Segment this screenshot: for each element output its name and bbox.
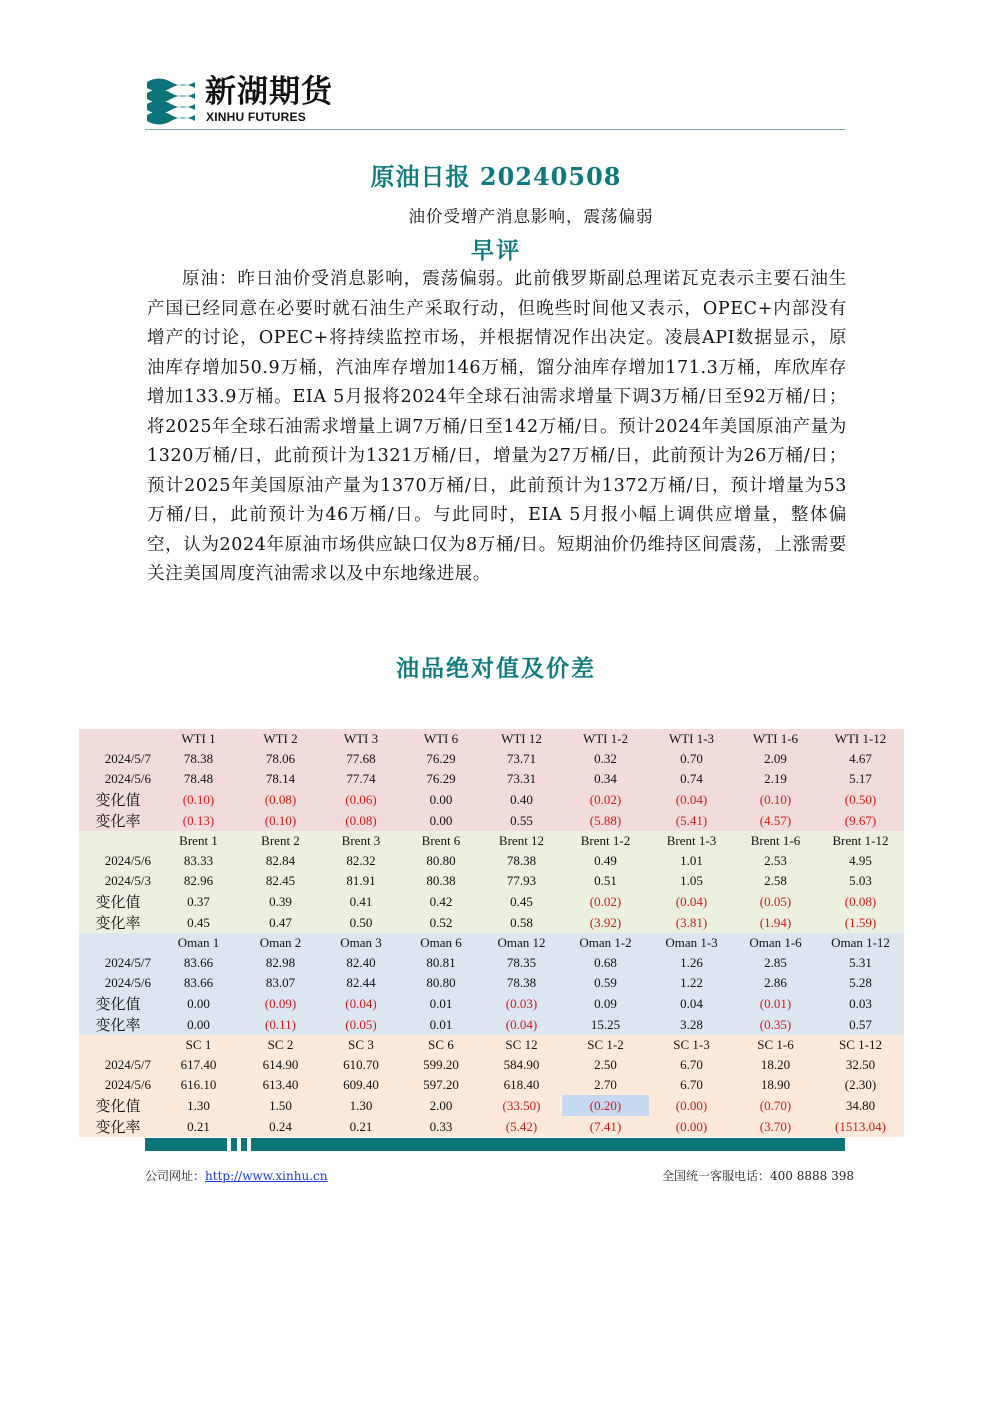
- footer-website-label: 公司网址：: [145, 1169, 206, 1183]
- table-cell: 1.05: [649, 871, 734, 891]
- brent-header-row: [79, 831, 904, 851]
- row-label: 变化率: [79, 1014, 157, 1035]
- table-row: [79, 1075, 904, 1095]
- table-cell: (0.11): [240, 1014, 321, 1035]
- table-cell: 597.20: [401, 1075, 481, 1095]
- table-row: [79, 1014, 904, 1035]
- column-header: Oman 3: [321, 933, 401, 953]
- column-header: Oman 12: [481, 933, 562, 953]
- column-header: SC 6: [401, 1035, 481, 1055]
- column-header: WTI 1-12: [817, 729, 904, 749]
- table-cell: (0.05): [734, 891, 817, 912]
- table-cell: 0.52: [401, 912, 481, 933]
- table-cell: 6.70: [649, 1075, 734, 1095]
- table-cell: 0.50: [321, 912, 401, 933]
- oman-header-row: [79, 933, 904, 953]
- row-label: 变化值: [79, 891, 157, 912]
- table-cell: 83.66: [157, 973, 240, 993]
- table-cell: 0.33: [401, 1116, 481, 1137]
- row-label: 2024/5/6: [79, 851, 157, 871]
- table-cell: 82.98: [240, 953, 321, 973]
- table-cell: 2.86: [734, 973, 817, 993]
- table-cell: (0.10): [157, 789, 240, 810]
- table-cell: (2.30): [817, 1075, 904, 1095]
- table-cell: 5.31: [817, 953, 904, 973]
- table-cell: 77.93: [481, 871, 562, 891]
- table-cell: 614.90: [240, 1055, 321, 1075]
- table-cell: 0.41: [321, 891, 401, 912]
- table-cell: 0.55: [481, 810, 562, 831]
- column-header: SC 12: [481, 1035, 562, 1055]
- table-cell: 82.45: [240, 871, 321, 891]
- table-cell: 1.30: [157, 1095, 240, 1116]
- table-row: [79, 810, 904, 831]
- row-label: 2024/5/6: [79, 769, 157, 789]
- table-cell: 2.09: [734, 749, 817, 769]
- column-header: Brent 12: [481, 831, 562, 851]
- table-cell: (0.05): [321, 1014, 401, 1035]
- table-cell: 73.31: [481, 769, 562, 789]
- footer-bar-segment: [251, 1138, 845, 1151]
- table-cell: 3.28: [649, 1014, 734, 1035]
- table-cell: 32.50: [817, 1055, 904, 1075]
- table-cell: 0.68: [562, 953, 649, 973]
- table-cell: 0.47: [240, 912, 321, 933]
- table-cell: (5.42): [481, 1116, 562, 1137]
- table-cell: 78.38: [481, 851, 562, 871]
- report-title: 原油日报 20240508: [370, 162, 622, 191]
- column-header: Oman 1-2: [562, 933, 649, 953]
- table-cell: (0.06): [321, 789, 401, 810]
- table-cell: 610.70: [321, 1055, 401, 1075]
- table-cell: (1.59): [817, 912, 904, 933]
- footer-bar-segment: [145, 1138, 227, 1151]
- table-row: [79, 769, 904, 789]
- table-cell: 80.81: [401, 953, 481, 973]
- table-cell: 0.58: [481, 912, 562, 933]
- table-cell: 1.30: [321, 1095, 401, 1116]
- table-cell: 609.40: [321, 1075, 401, 1095]
- table-cell: 0.09: [562, 993, 649, 1014]
- table-cell: (0.02): [562, 891, 649, 912]
- column-header: Oman 1-6: [734, 933, 817, 953]
- table-cell: 0.00: [401, 810, 481, 831]
- table-row: [79, 749, 904, 769]
- table-row: [79, 851, 904, 871]
- table-cell: 83.33: [157, 851, 240, 871]
- table-cell: 0.39: [240, 891, 321, 912]
- table-row: [79, 789, 904, 810]
- table-cell: 1.01: [649, 851, 734, 871]
- table-cell: 81.91: [321, 871, 401, 891]
- table-row: [79, 871, 904, 891]
- table-cell: (0.10): [734, 789, 817, 810]
- table-cell: (0.20): [562, 1095, 649, 1116]
- table-cell: 77.68: [321, 749, 401, 769]
- column-header: WTI 3: [321, 729, 401, 749]
- table-cell: (1513.04): [817, 1116, 904, 1137]
- table-cell: 82.40: [321, 953, 401, 973]
- table-cell: (0.03): [481, 993, 562, 1014]
- table-row: [79, 891, 904, 912]
- table-cell: 82.44: [321, 973, 401, 993]
- table-cell: (7.41): [562, 1116, 649, 1137]
- xinhu-logo-icon: [145, 74, 197, 126]
- row-label: 2024/5/7: [79, 749, 157, 769]
- table-cell: 2.58: [734, 871, 817, 891]
- column-header: Brent 2: [240, 831, 321, 851]
- header-divider: [145, 129, 845, 130]
- table-cell: 0.03: [817, 993, 904, 1014]
- table-cell: 18.90: [734, 1075, 817, 1095]
- table-cell: 78.38: [481, 973, 562, 993]
- report-subtitle: 油价受增产消息影响，震荡偏弱: [408, 207, 654, 226]
- table-cell: 0.00: [401, 789, 481, 810]
- table-row: [79, 953, 904, 973]
- table-cell: 584.90: [481, 1055, 562, 1075]
- table-cell: 4.67: [817, 749, 904, 769]
- column-header: Brent 1-12: [817, 831, 904, 851]
- table-cell: (5.41): [649, 810, 734, 831]
- footer-website-link[interactable]: http://www.xinhu.cn: [205, 1169, 328, 1183]
- table-cell: 78.38: [157, 749, 240, 769]
- table-cell: 0.04: [649, 993, 734, 1014]
- morning-comment-heading: 早评: [471, 237, 521, 264]
- footer-website: [145, 1167, 327, 1184]
- spreads-heading: 油品绝对值及价差: [396, 655, 596, 682]
- table-cell: (33.50): [481, 1095, 562, 1116]
- table-cell: (0.08): [240, 789, 321, 810]
- table-cell: 0.34: [562, 769, 649, 789]
- row-label: 变化率: [79, 810, 157, 831]
- table-cell: 82.96: [157, 871, 240, 891]
- table-cell: (0.08): [817, 891, 904, 912]
- table-cell: 2.50: [562, 1055, 649, 1075]
- footer-bar-segment: [231, 1138, 237, 1151]
- table-cell: 83.66: [157, 953, 240, 973]
- table-cell: 0.00: [157, 1014, 240, 1035]
- column-header: Brent 1: [157, 831, 240, 851]
- row-label: 2024/5/3: [79, 871, 157, 891]
- column-header: SC 1-6: [734, 1035, 817, 1055]
- table-cell: 0.70: [649, 749, 734, 769]
- table-cell: 82.32: [321, 851, 401, 871]
- table-cell: (0.10): [240, 810, 321, 831]
- column-header: Brent 1-6: [734, 831, 817, 851]
- page-header: [145, 72, 845, 132]
- column-header: WTI 12: [481, 729, 562, 749]
- table-cell: 82.84: [240, 851, 321, 871]
- logo-chinese-name: 新湖期货: [205, 74, 333, 110]
- table-cell: (1.94): [734, 912, 817, 933]
- header-blank-cell: [79, 1035, 157, 1055]
- row-label: 变化率: [79, 912, 157, 933]
- table-cell: (3.70): [734, 1116, 817, 1137]
- price-spread-table: [79, 729, 904, 1137]
- table-cell: 0.59: [562, 973, 649, 993]
- table-cell: (0.09): [240, 993, 321, 1014]
- table-cell: 80.80: [401, 851, 481, 871]
- table-cell: (0.04): [321, 993, 401, 1014]
- table-cell: 80.80: [401, 973, 481, 993]
- footer-bar-segment: [241, 1138, 247, 1151]
- table-cell: (4.57): [734, 810, 817, 831]
- header-blank-cell: [79, 729, 157, 749]
- table-cell: 599.20: [401, 1055, 481, 1075]
- table-cell: 0.51: [562, 871, 649, 891]
- table-cell: 0.45: [481, 891, 562, 912]
- table-cell: 0.24: [240, 1116, 321, 1137]
- column-header: Oman 6: [401, 933, 481, 953]
- table-cell: (0.04): [649, 891, 734, 912]
- table-cell: (5.88): [562, 810, 649, 831]
- table-cell: 617.40: [157, 1055, 240, 1075]
- table-cell: 2.00: [401, 1095, 481, 1116]
- table-cell: 1.50: [240, 1095, 321, 1116]
- column-header: Brent 3: [321, 831, 401, 851]
- row-label: 变化值: [79, 1095, 157, 1116]
- column-header: Brent 6: [401, 831, 481, 851]
- column-header: WTI 1-2: [562, 729, 649, 749]
- table-cell: 0.32: [562, 749, 649, 769]
- table-cell: (3.81): [649, 912, 734, 933]
- table-cell: 5.03: [817, 871, 904, 891]
- column-header: SC 3: [321, 1035, 401, 1055]
- table-cell: (0.13): [157, 810, 240, 831]
- table-cell: 0.45: [157, 912, 240, 933]
- table-row: [79, 993, 904, 1014]
- table-cell: (0.01): [734, 993, 817, 1014]
- table-cell: 78.35: [481, 953, 562, 973]
- table-cell: 4.95: [817, 851, 904, 871]
- table-cell: (0.00): [649, 1116, 734, 1137]
- table-cell: 0.42: [401, 891, 481, 912]
- row-label: 2024/5/7: [79, 1055, 157, 1075]
- row-label: 2024/5/6: [79, 1075, 157, 1095]
- table-cell: 1.26: [649, 953, 734, 973]
- table-cell: (0.02): [562, 789, 649, 810]
- table-cell: 2.85: [734, 953, 817, 973]
- column-header: WTI 1-6: [734, 729, 817, 749]
- column-header: Brent 1-2: [562, 831, 649, 851]
- column-header: Oman 1: [157, 933, 240, 953]
- table-cell: 77.74: [321, 769, 401, 789]
- column-header: WTI 2: [240, 729, 321, 749]
- table-cell: 2.53: [734, 851, 817, 871]
- table-cell: 0.01: [401, 993, 481, 1014]
- table-cell: 618.40: [481, 1075, 562, 1095]
- table-cell: 15.25: [562, 1014, 649, 1035]
- table-cell: 0.21: [157, 1116, 240, 1137]
- column-header: WTI 1-3: [649, 729, 734, 749]
- column-header: Oman 1-3: [649, 933, 734, 953]
- table-cell: 613.40: [240, 1075, 321, 1095]
- table-cell: 5.17: [817, 769, 904, 789]
- table-cell: 1.22: [649, 973, 734, 993]
- table-cell: 78.06: [240, 749, 321, 769]
- table-row: [79, 1055, 904, 1075]
- row-label: 2024/5/6: [79, 973, 157, 993]
- table-cell: (0.50): [817, 789, 904, 810]
- table-cell: (0.08): [321, 810, 401, 831]
- table-cell: (3.92): [562, 912, 649, 933]
- table-cell: 34.80: [817, 1095, 904, 1116]
- table-cell: 0.00: [157, 993, 240, 1014]
- table-cell: 78.14: [240, 769, 321, 789]
- table-cell: 76.29: [401, 749, 481, 769]
- table-cell: 0.57: [817, 1014, 904, 1035]
- table-cell: (0.04): [649, 789, 734, 810]
- morning-comment-paragraph: 原油：昨日油价受消息影响，震荡偏弱。此前俄罗斯副总理诺瓦克表示主要石油生产国已经同意在必要时就石油生产采取行动，但晚些时间他又表示，OPEC+内部没有增产的讨论，OPEC+将持续监控市场，并根据情况作出决定。凌晨API数据显示，原油库存增加50.9万桶，汽油库存增加146万桶，馏分油库存增加171.3万桶，库欣库存增加133.9万桶。EIA 5月报将2024年全球石油需求增量下调3万桶/日至92万桶/日；将2025年全球石油需求增量上调7万桶/日至142万桶/日。预计2024年美国原油产量为1320万桶/日，此前预计为1321万桶/日，增量为27万桶/日，此前预计为26万桶/日；预计2025年美国原油产量为1370万桶/日，此前预计为1372万桶/日，预计增量为53万桶/日，此前预计为46万桶/日。与此同时，EIA 5月报小幅上调供应增量，整体偏空，认为2024年原油市场供应缺口仅为8万桶/日。短期油价仍维持区间震荡，上涨需要关注美国周度汽油需求以及中东地缘进展。: [147, 269, 847, 584]
- logo-english-name: XINHU FUTURES: [206, 110, 306, 124]
- column-header: WTI 6: [401, 729, 481, 749]
- table-cell: 2.70: [562, 1075, 649, 1095]
- table-cell: 616.10: [157, 1075, 240, 1095]
- table-cell: 0.37: [157, 891, 240, 912]
- footer-hotline: 全国统一客服电话：400 8888 398: [662, 1169, 854, 1183]
- column-header: WTI 1: [157, 729, 240, 749]
- table-cell: (0.04): [481, 1014, 562, 1035]
- table-cell: 0.74: [649, 769, 734, 789]
- table-cell: 6.70: [649, 1055, 734, 1075]
- row-label: 变化值: [79, 993, 157, 1014]
- table-cell: 78.48: [157, 769, 240, 789]
- column-header: SC 1-3: [649, 1035, 734, 1055]
- column-header: Oman 2: [240, 933, 321, 953]
- table-cell: 2.19: [734, 769, 817, 789]
- table-cell: 0.01: [401, 1014, 481, 1035]
- table-cell: 0.21: [321, 1116, 401, 1137]
- table-cell: 80.38: [401, 871, 481, 891]
- header-blank-cell: [79, 831, 157, 851]
- column-header: Brent 1-3: [649, 831, 734, 851]
- row-label: 变化率: [79, 1116, 157, 1137]
- table-cell: (0.70): [734, 1095, 817, 1116]
- table-cell: 76.29: [401, 769, 481, 789]
- row-label: 变化值: [79, 789, 157, 810]
- table-cell: (9.67): [817, 810, 904, 831]
- column-header: SC 1-12: [817, 1035, 904, 1055]
- table-row: [79, 1095, 904, 1116]
- column-header: SC 1: [157, 1035, 240, 1055]
- table-row: [79, 973, 904, 993]
- header-blank-cell: [79, 933, 157, 953]
- table-row: [79, 1116, 904, 1137]
- table-cell: 18.20: [734, 1055, 817, 1075]
- table-cell: 0.49: [562, 851, 649, 871]
- column-header: SC 2: [240, 1035, 321, 1055]
- table-cell: (0.00): [649, 1095, 734, 1116]
- table-cell: 5.28: [817, 973, 904, 993]
- table-row: [79, 912, 904, 933]
- table-cell: 0.40: [481, 789, 562, 810]
- table-cell: 73.71: [481, 749, 562, 769]
- wti-header-row: [79, 729, 904, 749]
- table-cell: (0.35): [734, 1014, 817, 1035]
- sc-header-row: [79, 1035, 904, 1055]
- table-cell: 83.07: [240, 973, 321, 993]
- row-label: 2024/5/7: [79, 953, 157, 973]
- column-header: Oman 1-12: [817, 933, 904, 953]
- column-header: SC 1-2: [562, 1035, 649, 1055]
